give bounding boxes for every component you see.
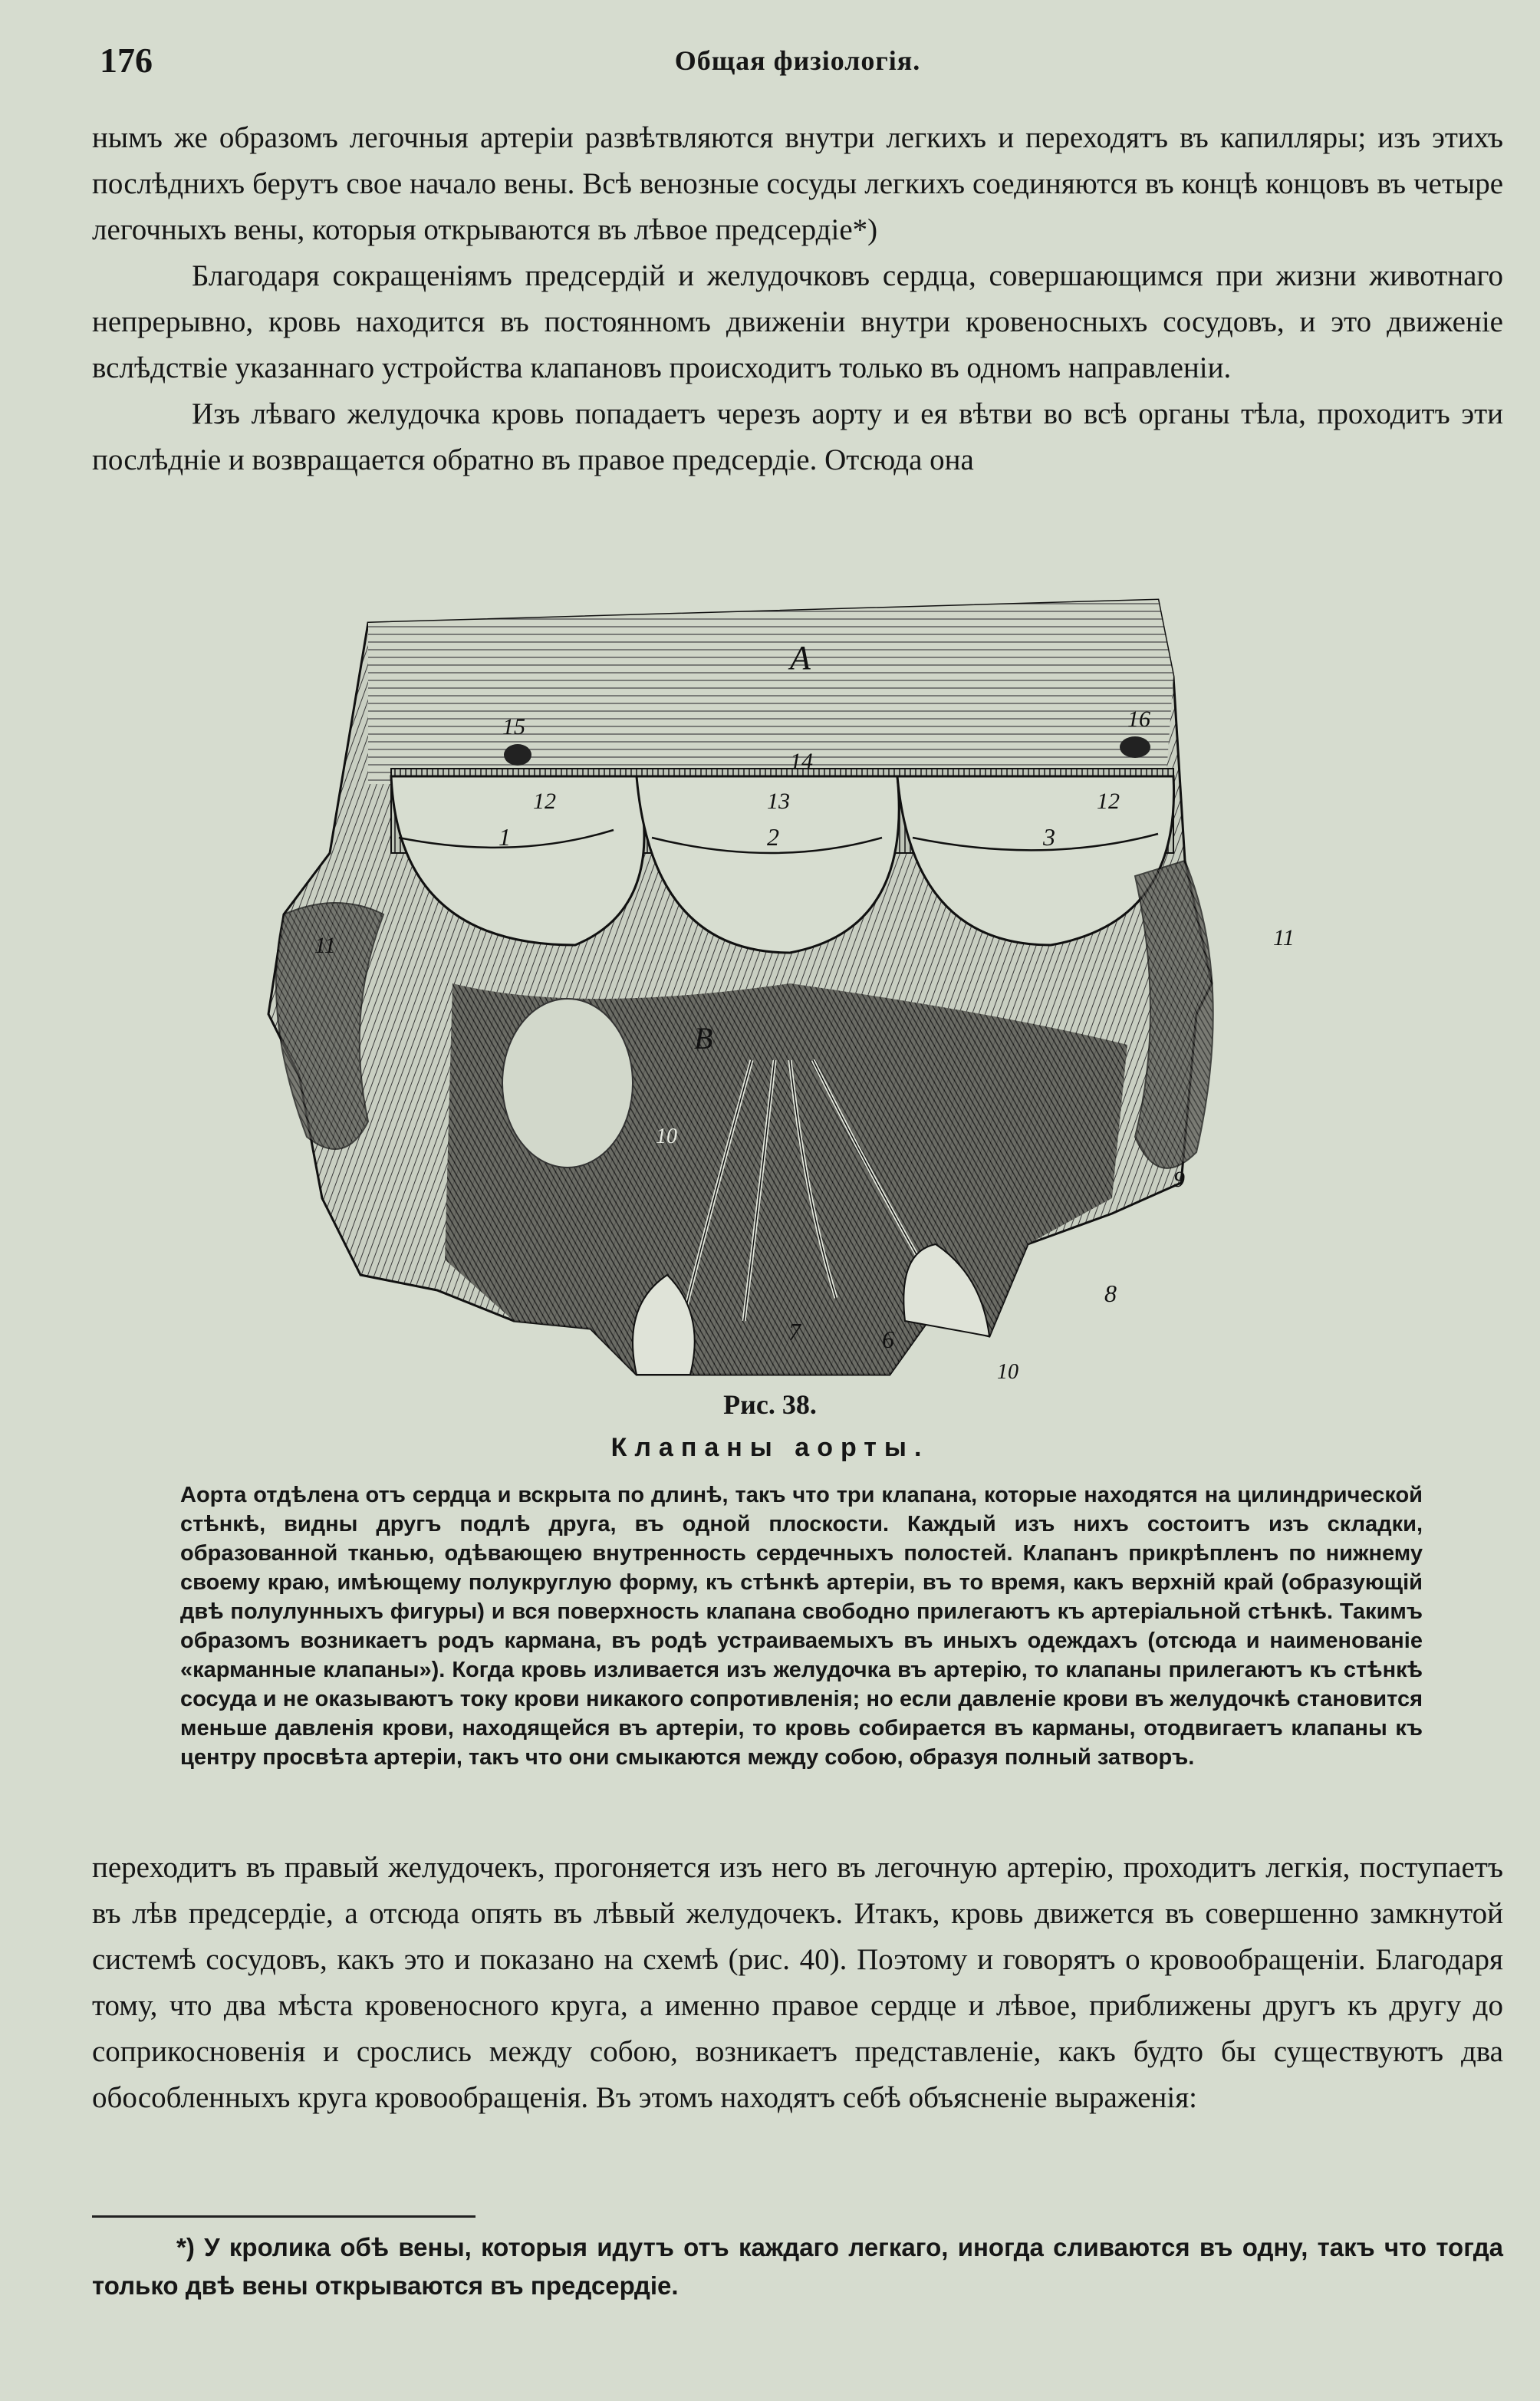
label-10-bottom: 10 xyxy=(997,1360,1018,1382)
coronary-opening-15 xyxy=(504,744,531,766)
footnote-rule xyxy=(92,2215,475,2218)
coronary-opening-16 xyxy=(1120,736,1150,758)
footnote-text: *) У кролика обѣ вены, которыя идутъ отъ каждаго легкаго, иногда сливаются въ одну, такъ что тогда только двѣ вены открываются въ предсердiе. xyxy=(92,2233,1503,2300)
page-number: 176 xyxy=(100,41,153,80)
running-title: Общая физiологiя. xyxy=(674,45,921,76)
label-16: 16 xyxy=(1127,706,1150,732)
body-text-bottom xyxy=(92,1845,1503,2121)
footnote xyxy=(92,2228,1503,2305)
page-header xyxy=(92,40,1503,86)
label-3: 3 xyxy=(1043,823,1055,851)
septum-region xyxy=(502,999,633,1168)
label-14: 14 xyxy=(790,749,813,774)
paragraph: Благодаря сокращенiямъ предсердiй и желудочковъ сердца, совершающимся при жизни животнаго непрерывно, кровь находится въ постоянномъ движенiи внутри кровеносныхъ сосудовъ, и это движенiе вслѣдствiе указаннаго устройства клапановъ происходитъ только въ одномъ направленiи. xyxy=(92,259,1503,384)
caption-text: Аорта отдѣлена отъ сердца и вскрыта по длинѣ, такъ что три клапана, которые находятся на цилиндрической стѣнкѣ, видны другъ подлѣ друга, въ одной плоскости. Каждый изъ нихъ состоитъ изъ складки, образованной тканью, одѣвающею внутренность сердечныхъ полостей. Клапанъ прикрѣпленъ по нижнему своему краю, имѣющему полукруглую форму, къ стѣнкѣ артерiи, въ то время, какъ верхнiй край (образующiй двѣ полулунныхъ фигуры) и вся поверхность клапана свободно прилегаютъ къ артерiальной стѣнкѣ. Такимъ образомъ возникаетъ родъ кармана, въ родѣ устраиваемыхъ въ иныхъ одеждахъ (отсюда и наименованiе «карманные клапаны»). Когда кровь изливается изъ желудочка въ артерiю, то клапаны прилегаютъ къ стѣнкѣ сосуда и не оказываютъ току крови никакого сопротивленiя; но если давленiе крови въ желудочкѣ становится меньше давленiя крови, находящейся въ артерiи, то кровь собирается въ карманы, отодвигаетъ клапаны къ центру просвѣта артерiи, такъ что они смыкаются между собою, образуя полный затворъ. xyxy=(180,1483,1423,1770)
figure-title: Клапаны аорты. xyxy=(610,1433,930,1462)
label-15: 15 xyxy=(502,714,525,739)
body-text-top xyxy=(92,115,1503,483)
paragraph: нымъ же образомъ легочныя артерiи развѣтвляются внутри легкихъ и переходятъ въ капилляры; изъ этихъ послѣднихъ берутъ свое начало вены. Всѣ венозные сосуды легкихъ соединяются въ концѣ концовъ въ четыре легочныхъ вены, которыя открываются въ лѣвое предсердiе*) xyxy=(92,121,1503,246)
label-2: 2 xyxy=(767,823,779,851)
label-8: 8 xyxy=(1104,1280,1117,1307)
label-10-middle: 10 xyxy=(656,1125,677,1148)
label-11-right: 11 xyxy=(1273,925,1295,950)
label-12-left: 12 xyxy=(533,789,556,814)
label-13: 13 xyxy=(767,789,790,814)
label-B: B xyxy=(694,1021,713,1056)
paragraph: Изъ лѣваго желудочка кровь попадаетъ черезъ аорту и ея вѣтви во всѣ органы тѣла, проходитъ эти послѣднiе и возвращается обратно въ правое предсердiе. Отсюда она xyxy=(92,397,1503,476)
aortic-valves-illustration xyxy=(253,585,1365,1382)
label-9: 9 xyxy=(1173,1167,1185,1192)
paragraph: переходитъ въ правый желудочекъ, прогоняется изъ него въ легочную артерiю, проходитъ легкiя, поступаетъ въ лѣв предсердiе, а отсюда опять въ лѣвый желудочекъ. Итакъ, кровь движется въ совершенно замкнутой системѣ сосудовъ, какъ это и показано на схемѣ (рис. 40). Поэтому и говорятъ о кровообращенiи. Благодаря тому, что два мѣста кровеносного круга, а именно правое сердце и лѣвое, приближены другъ къ другу до соприкосновенiя и срослись между собою, возникаетъ представленiе, какъ будто бы существуютъ два обособленныхъ круга кровообращенiя. Въ этомъ находятъ себѣ объясненiе выраженiя: xyxy=(92,1851,1503,2114)
label-11-left: 11 xyxy=(314,933,336,958)
label-A: A xyxy=(790,639,811,677)
label-6: 6 xyxy=(882,1326,894,1353)
label-7: 7 xyxy=(788,1318,801,1345)
label-1: 1 xyxy=(499,823,511,851)
aorta-upper-area xyxy=(368,600,1173,784)
label-12-right: 12 xyxy=(1097,789,1120,814)
figure-caption xyxy=(180,1480,1423,1772)
figure-number: Рис. 38. xyxy=(723,1389,817,1420)
